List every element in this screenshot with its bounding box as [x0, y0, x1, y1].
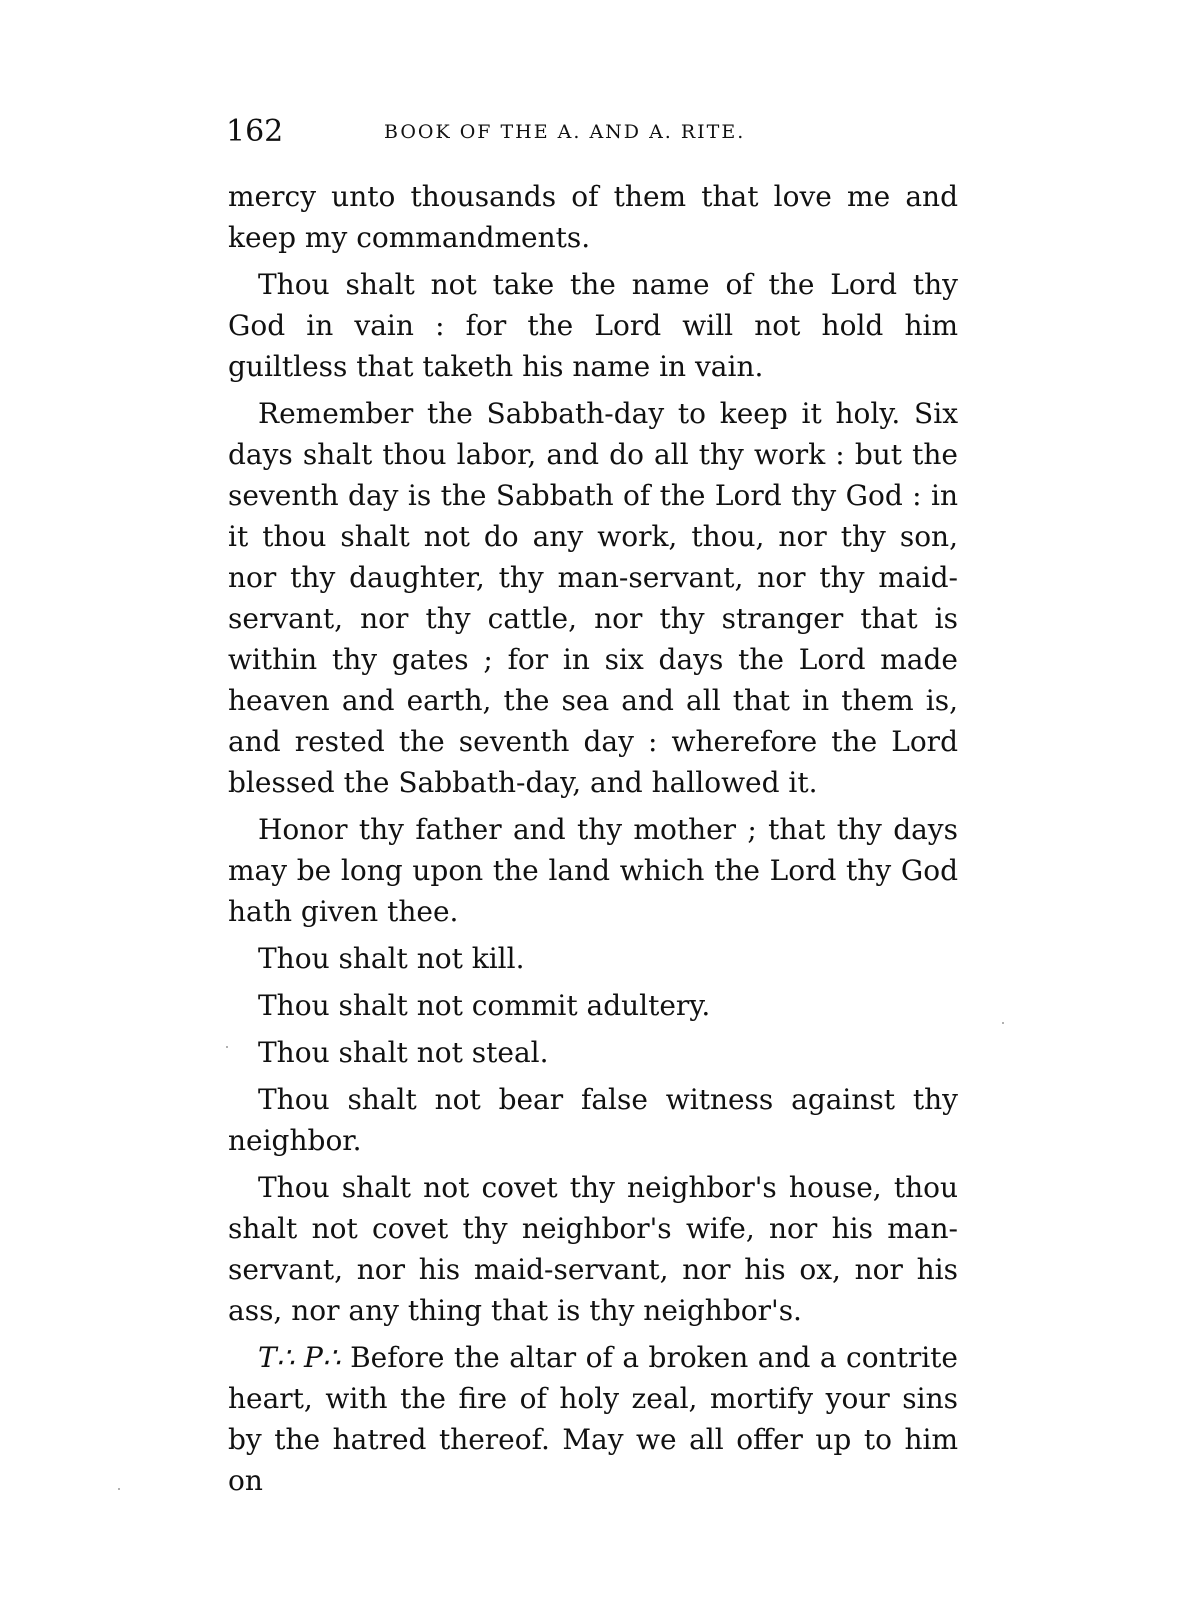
paper-speck [118, 1488, 120, 1490]
paragraph-honor-parents: Honor thy father and thy mother ; that thy days may be long upon the land which the Lord thy God hath given thee. [228, 813, 958, 928]
paper-speck [226, 1046, 228, 1048]
running-title: BOOK OF THE A. AND A. RITE. [384, 121, 746, 143]
paragraph-third-commandment: Thou shalt not take the name of the Lord thy God in vain : for the Lord will not hold him guiltless that taketh his name in vain. [228, 268, 958, 383]
page-number: 162 [226, 114, 284, 149]
body-text [228, 176, 958, 1507]
paragraph-adultery: Thou shalt not commit adultery. [258, 989, 711, 1022]
paragraph-sabbath: Remember the Sabbath-day to keep it holy. Six days shalt thou labor, and do all thy work : but the seventh day is the Sabbath of the Lord thy God : in it thou shalt not do any work, thou, nor thy son, nor thy daughter, thy man-servant, nor thy maid-servant, nor thy cattle, nor thy stranger that is within thy gates ; for in six days the Lord made heaven and earth, the sea and all that in them is, and rested the seventh day : wherefore the Lord blessed the Sabbath-day, and hallowed it. [228, 397, 958, 799]
paragraph-covet: Thou shalt not covet thy neighbor's house, thou shalt not covet thy neighbor's wife, nor his man-servant, nor his maid-servant, nor his ox, nor his ass, nor any thing that is thy neighbor's. [228, 1171, 958, 1327]
page-header [226, 112, 966, 152]
paper-speck [1002, 1022, 1004, 1024]
speaker-label: T∴ P∴ [258, 1341, 341, 1374]
paragraph-kill: Thou shalt not kill. [258, 942, 525, 975]
paragraph-false-witness: Thou shalt not bear false witness against thy neighbor. [228, 1083, 958, 1157]
paragraph-continuation: mercy unto thousands of them that love me and keep my commandments. [228, 180, 958, 254]
final-paragraph-text: Before the altar of a broken and a contrite heart, with the fire of holy zeal, mortify your sins by the hatred thereof. May we all offer up to him on [228, 1341, 958, 1497]
paragraph-steal: Thou shalt not steal. [258, 1036, 549, 1069]
paragraph-final [228, 1337, 958, 1501]
